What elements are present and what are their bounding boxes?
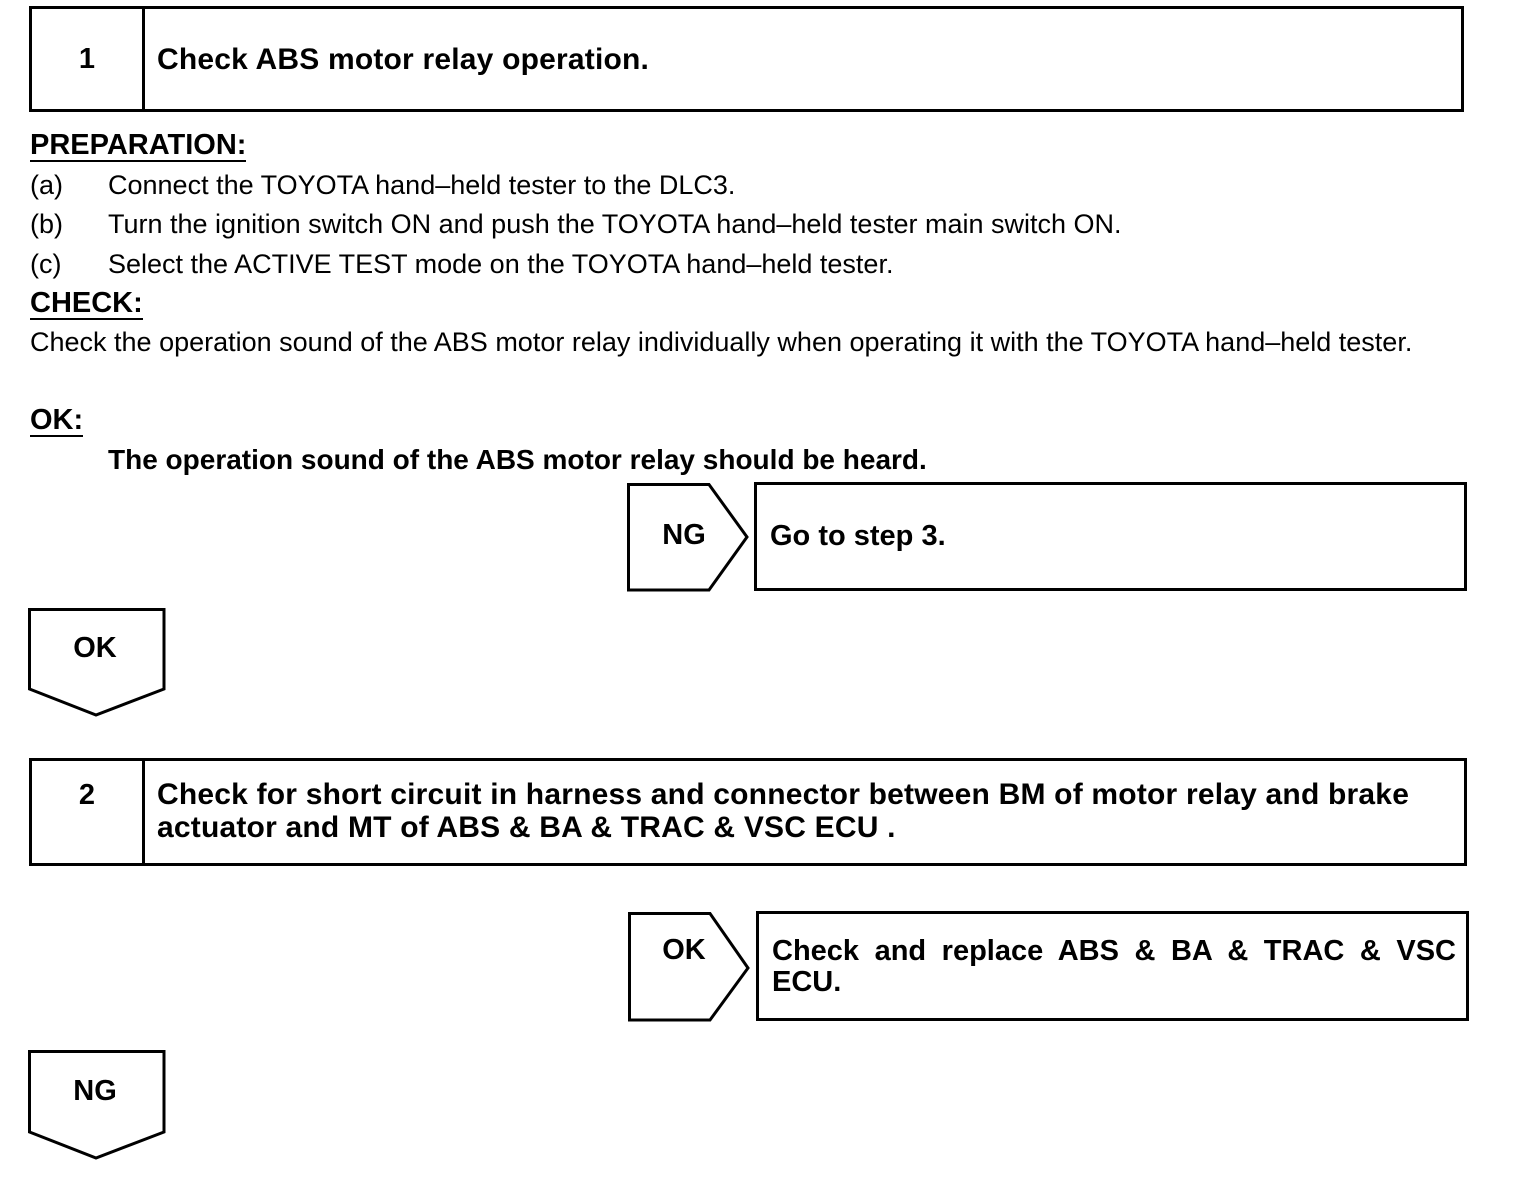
item-label: (a) xyxy=(30,170,63,200)
step-1-box xyxy=(29,6,1464,112)
down-2-label: NG xyxy=(73,1075,117,1107)
step-2-number: 2 xyxy=(32,761,145,863)
item-label: (b) xyxy=(30,209,63,239)
item-label: (c) xyxy=(30,249,62,279)
item-text: Select the ACTIVE TEST mode on the TOYOTA hand–held tester. xyxy=(108,249,894,279)
down-1-label: OK xyxy=(73,632,117,664)
preparation-heading: PREPARATION: xyxy=(30,129,247,161)
item-text: Turn the ignition switch ON and push the TOYOTA hand–held tester main switch ON. xyxy=(108,209,1122,239)
branch-2-result-text: Check and replace ABS & BA & TRAC & VSC ECU. xyxy=(772,935,1456,998)
branch-1-label: NG xyxy=(662,519,706,551)
branch-2-label: OK xyxy=(662,934,706,966)
branch-1-result-text: Go to step 3. xyxy=(770,520,946,552)
preparation-item-b xyxy=(30,207,1122,241)
branch-1-result xyxy=(754,482,1467,591)
item-text: Connect the TOYOTA hand–held tester to the DLC3. xyxy=(108,170,736,200)
branch-2-result xyxy=(756,911,1469,1021)
step-2-box xyxy=(29,758,1467,866)
step-1-number: 1 xyxy=(32,9,145,109)
preparation-item-c xyxy=(30,247,893,281)
check-heading: CHECK: xyxy=(30,287,143,319)
ok-heading: OK: xyxy=(30,404,84,436)
preparation-item-a xyxy=(30,168,735,202)
step-2-title: Check for short circuit in harness and connector between BM of motor relay and brake actuator and MT of ABS & BA & TRAC & VSC ECU . xyxy=(157,778,1410,844)
ok-text: The operation sound of the ABS motor relay should be heard. xyxy=(108,444,927,475)
step-1-title: Check ABS motor relay operation. xyxy=(157,42,650,76)
check-text: Check the operation sound of the ABS motor relay individually when operating it with the TOYOTA hand–held tester. xyxy=(30,327,1413,357)
ok-right-arrow-icon xyxy=(628,912,753,1022)
